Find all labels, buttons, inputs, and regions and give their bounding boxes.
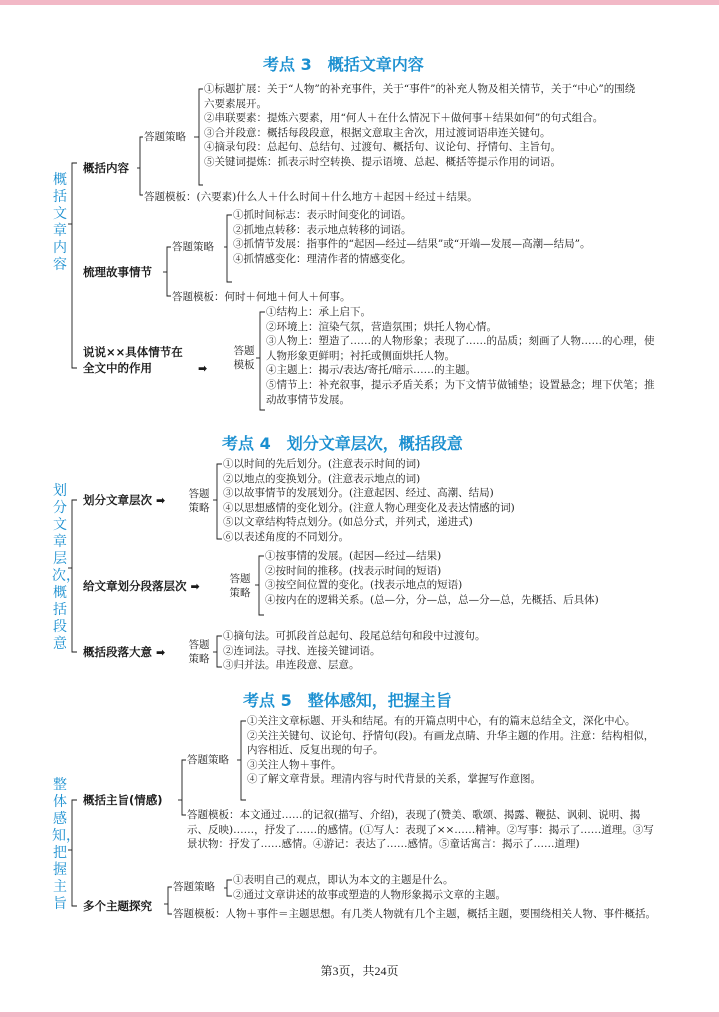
- multi-theme-strategy-list: [233, 873, 653, 902]
- list-item: ⑤以文章结构特点划分。(如总分式，并列式，递进式): [223, 516, 473, 529]
- divide-layers-label: 划分文章层次 ➡: [83, 493, 166, 507]
- strategy-label: 答题策略: [172, 241, 214, 253]
- section-3-vertical-title: 概括文章内容: [53, 172, 67, 273]
- list-item: ①关注文章标题、开头和结尾。有的开篇点明中心，有的篇末总结全文，深化中心。: [247, 715, 636, 727]
- plot-sort-strategy-list: [233, 208, 643, 266]
- plot-role-label-line2: 全文中的作用 ➡: [83, 361, 208, 375]
- page-number: 第3页，共24页: [320, 964, 399, 978]
- plot-role-label-line1: 说说××具体情节在: [83, 345, 183, 359]
- paragraph-layers-strategy-list: [265, 549, 657, 607]
- list-item: ②通过文章讲述的故事或塑造的人物形象揭示文章的主题。: [233, 888, 506, 901]
- plot-sort-label: 梳理故事情节: [83, 265, 152, 279]
- paragraph-layers-label: 给文章划分段落层次 ➡: [83, 579, 200, 593]
- list-item: ④了解文章背景。理清内容与时代背景的关系，掌握写作意图。: [247, 773, 541, 786]
- list-item: ②环境上：渲染气氛，营造氛围；烘托人物心情。: [266, 320, 497, 333]
- plot-sort-template: 答题模板：何时＋何地＋何人＋何事。: [172, 291, 351, 303]
- strategy-label: 答题 策略: [188, 488, 210, 514]
- list-item: ③按空间位置的变化。(找表示地点的短语): [265, 579, 463, 592]
- arrow-right-icon: ➡: [156, 646, 166, 659]
- list-item: ④摘录句段：总起句、总结句、过渡句、概括句、议论句、抒情句、主旨句。: [204, 141, 561, 154]
- list-item: ②连词法。寻找、连接关键词语。: [223, 644, 381, 657]
- summarize-content-strategy-list: [204, 82, 641, 170]
- list-item: ⑤关键词提炼：抓表示时空转换、提示语境、总起、概括等提示作用的词语。: [204, 155, 561, 168]
- template-label: 答题 模板: [233, 345, 255, 371]
- top-border: [0, 0, 719, 5]
- strategy-label: 答题 策略: [229, 573, 251, 599]
- summarize-content-template: 答题模板：(六要素)什么人＋什么时间＋什么地方＋起因＋经过＋结果。: [144, 191, 478, 203]
- list-item: ①表明自己的观点，即认为本文的主题是什么。: [233, 874, 454, 886]
- strategy-label: 答题策略: [187, 754, 229, 766]
- list-item: ④按内在的逻辑关系。(总—分，分—总，总—分—总，先概括、后具体): [265, 593, 599, 606]
- list-item: ②抓地点转移：表示地点转移的词语。: [233, 223, 412, 236]
- list-item: ④以思想感情的变化划分。(注意人物心理变化及表达情感的词): [223, 501, 515, 514]
- section-4-vertical-title: 划分文章层次，概括段意: [52, 483, 80, 652]
- arrow-right-icon: ➡: [198, 362, 208, 375]
- list-item: ④抓情感变化：理清作者的情感变化。: [233, 252, 412, 265]
- list-item: ①抓时间标志：表示时间变化的词语。: [233, 209, 412, 221]
- bottom-border: [0, 1012, 719, 1017]
- list-item: ②按时间的推移。(找表示时间的短语): [265, 564, 442, 577]
- paragraph-summary-label: 概括段落大意 ➡: [83, 645, 166, 659]
- list-item: ①以时间的先后划分。(注意表示时间的词): [223, 458, 421, 470]
- list-item: ⑥以表述角度的不同划分。: [223, 530, 349, 543]
- list-item: ①结构上：承上启下。: [266, 306, 371, 318]
- list-item: ③合并段意：概括每段段意，根据文意取主舍次，用过渡词语串连关键句。: [204, 126, 551, 139]
- list-item: ①摘句法。可抓段首总起句、段尾总结句和段中过渡句。: [223, 630, 486, 642]
- summarize-theme-strategy-list: [247, 714, 659, 787]
- divide-layers-strategy-list: [223, 457, 653, 545]
- list-item: ③关注人物＋事件。: [247, 758, 342, 771]
- list-item: ③抓情节发展：指事件的“起因—经过—结果”或“开端—发展—高潮—结局”。: [233, 238, 591, 251]
- summarize-theme-label: 概括主旨(情感): [83, 793, 163, 807]
- multi-theme-template: 答题模板：人物＋事件＝主题思想。有几类人物就有几个主题，概括主题，要围绕相关人物、事件概括。: [173, 908, 656, 920]
- strategy-label: 答题 策略: [188, 639, 210, 665]
- list-item: ①标题扩展：关于“人物”的补充事件，关于“事件”的补充人物及相关情节，关于“中心”的围绕六要素展开。: [204, 83, 636, 110]
- list-item: ③归并法。串连段意、层意。: [223, 659, 360, 672]
- summarize-content-label: 概括内容: [83, 161, 129, 175]
- section-3-title: 考点 3 概括文章内容: [263, 55, 424, 74]
- paragraph-summary-strategy-list: [223, 629, 643, 673]
- list-item: ③人物上：塑造了……的人物形象；表现了……的品质；刻画了人物……的心理，使人物形象更鲜明；衬托或侧面烘托人物。: [266, 335, 655, 362]
- section-4-title: 考点 4 划分文章层次，概括段意: [222, 434, 463, 453]
- strategy-label: 答题策略: [144, 131, 186, 143]
- list-item: ②关注关键句、议论句、抒情句(段)。有画龙点睛、升华主题的作用。注意：结构相似，内容相近、反复出现的句子。: [247, 729, 655, 757]
- arrow-right-icon: ➡: [156, 494, 166, 507]
- list-item: ④主题上：揭示/表达/寄托/暗示……的主题。: [266, 364, 477, 377]
- summarize-theme-template: 答题模板：本文通过……的记叙(描写、介绍)，表现了(赞美、歌颂、揭露、鞭挞、讽刺、说明、揭示、反映)……，抒发了……的感情。(①写人：表现了××……精神。②写事：揭示了……道理。③写景状物：抒发了……感情。④游记：表达了……感情。⑤童话寓言：揭示了……道理): [187, 809, 654, 851]
- section-5-vertical-title: 整体感知，把握主旨: [52, 777, 80, 912]
- strategy-label: 答题策略: [173, 881, 215, 893]
- list-item: ③以故事情节的发展划分。(注意起因、经过、高潮、结局): [223, 487, 494, 500]
- list-item: ②以地点的变换划分。(注意表示地点的词): [223, 472, 421, 485]
- plot-role-template-list: [266, 305, 658, 407]
- list-item: ⑤情节上：补充叙事，提示矛盾关系；为下文情节做铺垫；设置悬念；埋下伏笔；推动故事情节发展。: [266, 378, 655, 406]
- arrow-right-icon: ➡: [190, 580, 200, 593]
- list-item: ②串联要素：提炼六要素，用“何人＋在什么情况下＋做何事＋结果如何”的句式组合。: [204, 112, 604, 125]
- list-item: ①按事情的发展。(起因—经过—结果): [265, 550, 442, 562]
- multi-theme-label: 多个主题探究: [83, 899, 152, 913]
- section-5-title: 考点 5 整体感知，把握主旨: [243, 691, 452, 710]
